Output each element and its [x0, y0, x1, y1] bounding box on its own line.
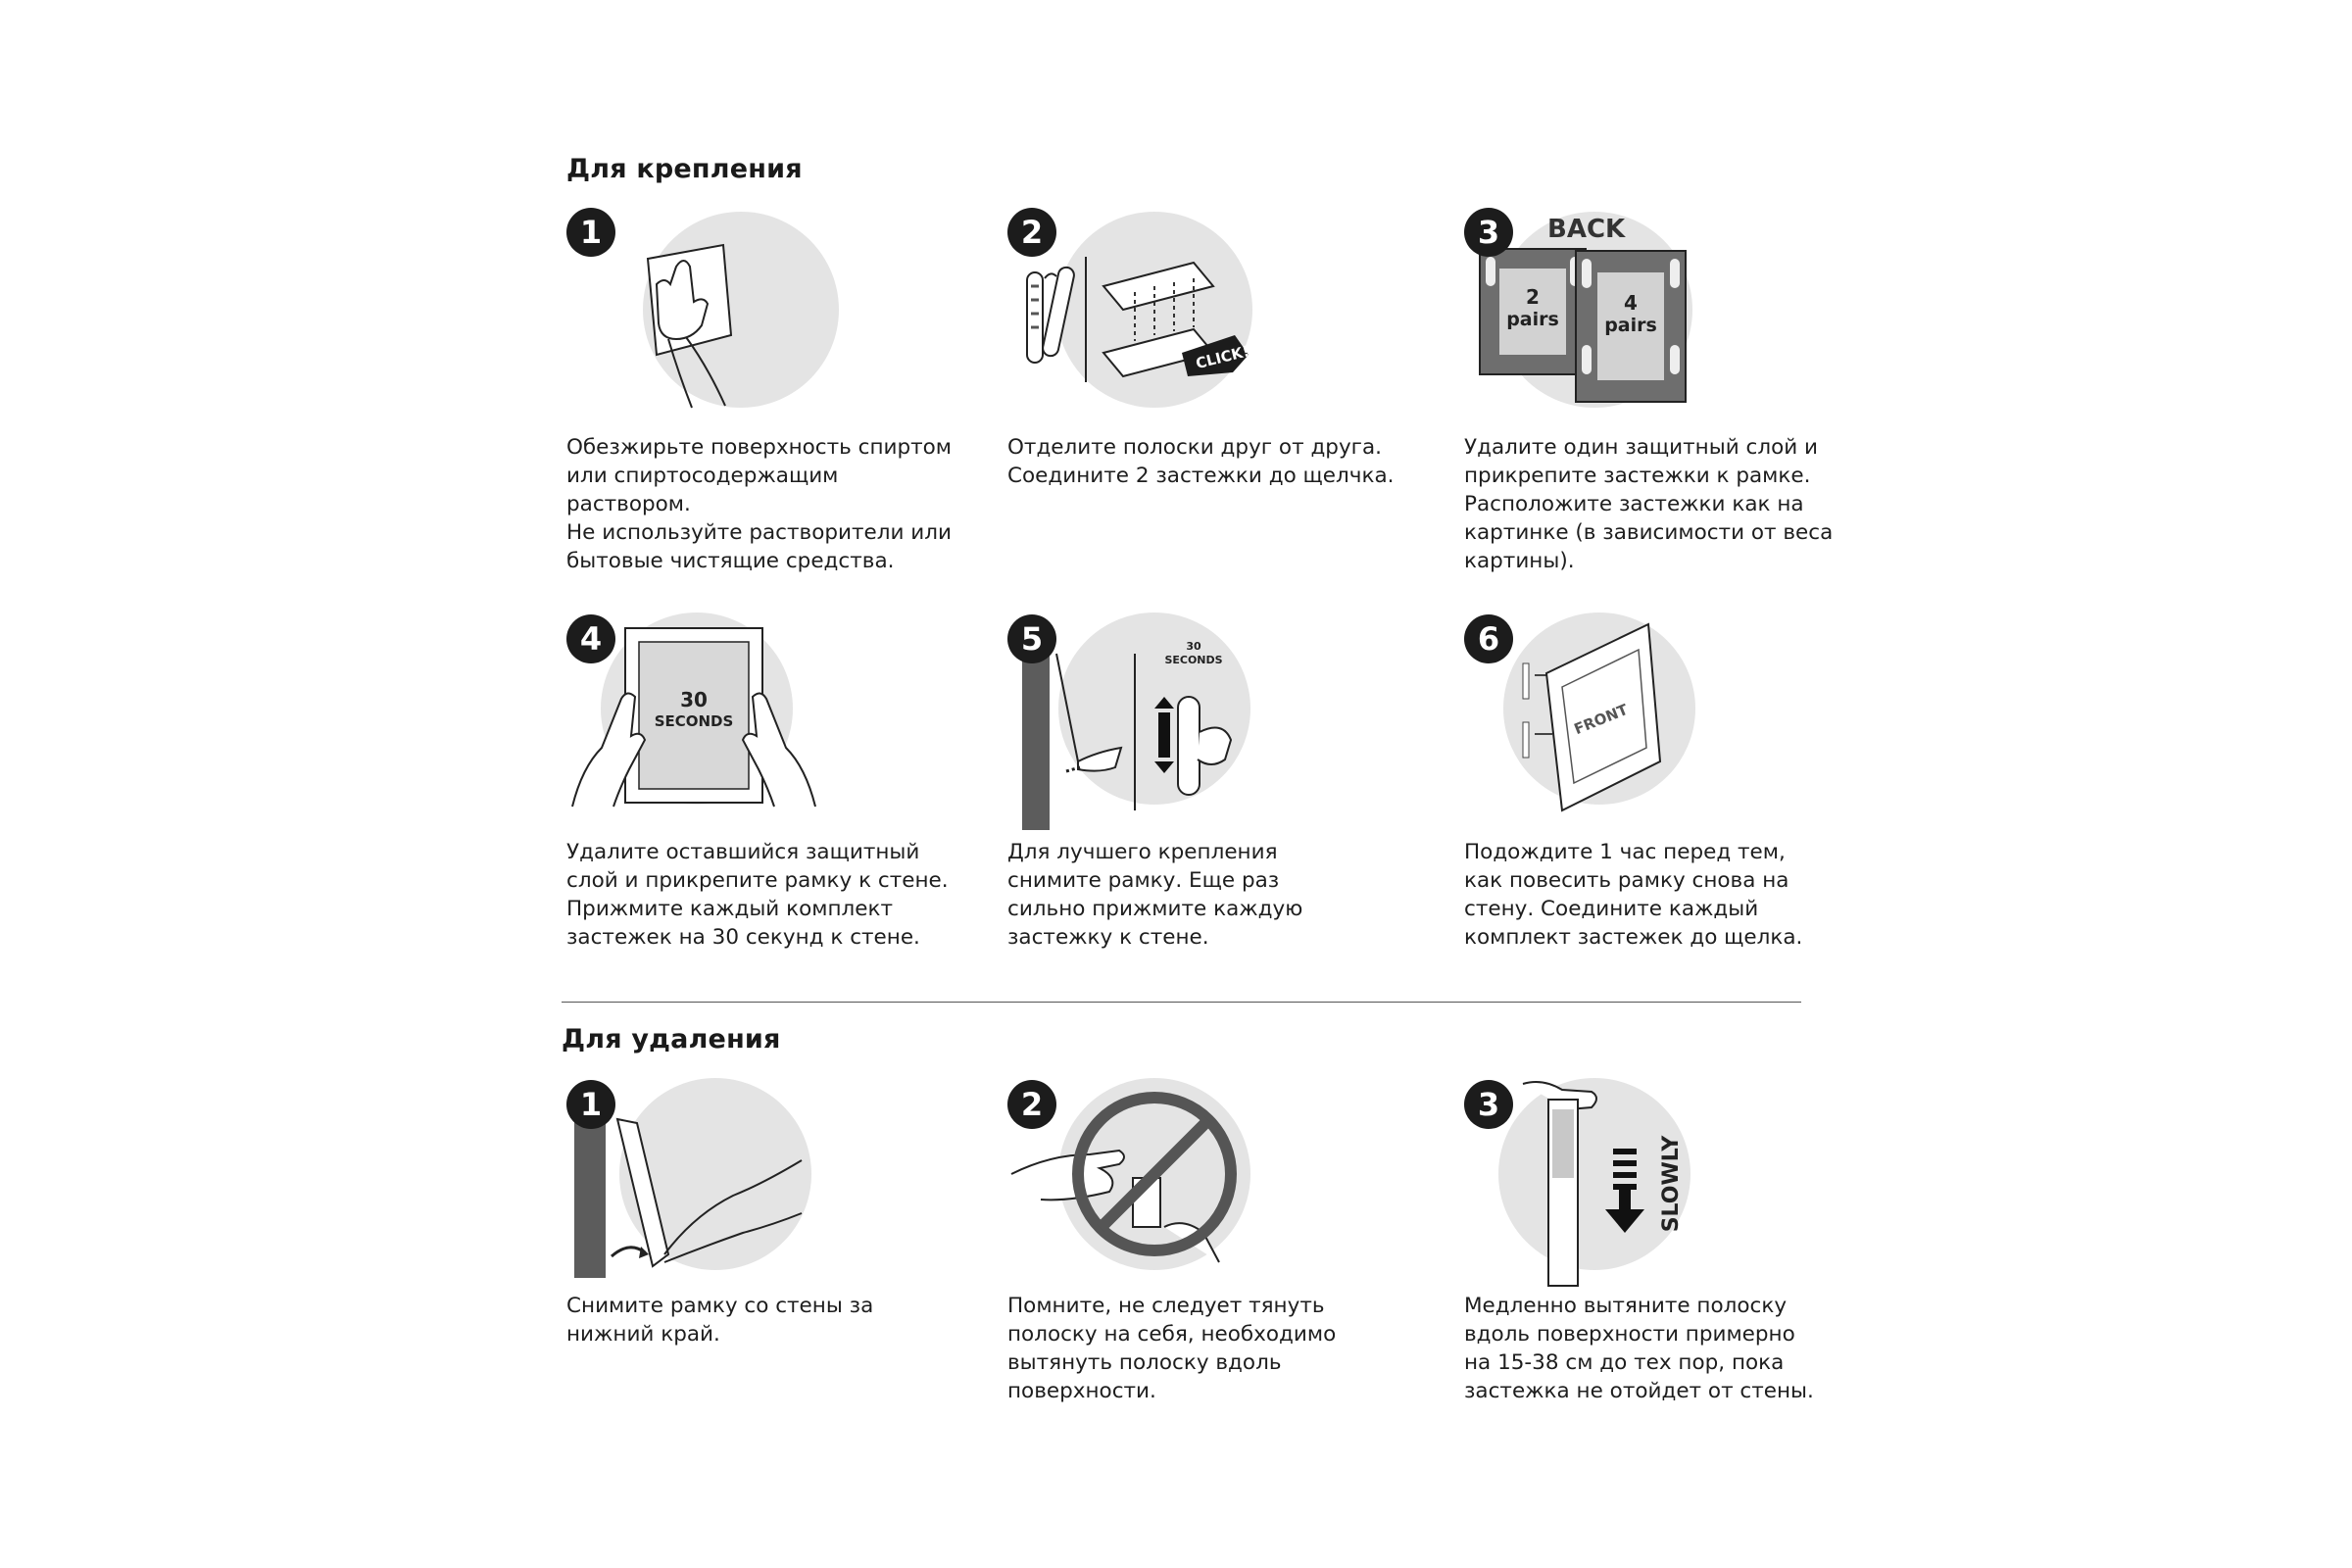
- step-description: Обезжирьте поверхность спиртом или спиртосодержащим раствором. Не используйте растворители или бытовые чистящие средства.: [566, 435, 953, 573]
- slowly-label: SLOWLY: [1659, 1135, 1684, 1233]
- section-divider: [562, 1002, 1801, 1003]
- step-number-badge: 6: [1464, 614, 1513, 663]
- front-label: FRONT: [1571, 700, 1631, 739]
- step-description: Помните, не следует тянуть полоску на себя, необходимо вытянуть полоску вдоль поверхности.: [1007, 1294, 1337, 1403]
- step-number-badge: 1: [566, 1080, 615, 1129]
- attach-section-title: Для крепления: [566, 154, 803, 184]
- step-number-badge: 3: [1464, 1080, 1513, 1129]
- seconds-label: SECONDS: [1164, 654, 1223, 666]
- click-label: CLICK!: [1194, 342, 1251, 373]
- step-description: Подождите 1 час перед тем, как повесить рамку снова на стену. Соедините каждый комплект застежек до щелка.: [1464, 840, 1803, 950]
- step-number-badge: 1: [566, 208, 615, 257]
- thirty-label: 30: [680, 688, 708, 711]
- svg-text:4: 4: [1624, 291, 1638, 315]
- step-number-badge: 4: [566, 614, 615, 663]
- step-number-badge: 2: [1007, 208, 1056, 257]
- step-description: Удалите один защитный слой и прикрепите застежки к рамке. Расположите застежки как на картинке (в зависимости от веса картины).: [1464, 435, 1834, 573]
- back-label: BACK: [1547, 215, 1626, 244]
- svg-text:pairs: pairs: [1604, 315, 1657, 336]
- svg-text:2: 2: [1526, 285, 1540, 309]
- step-description: Отделите полоски друг от друга. Соедините 2 застежки до щелчка.: [1007, 435, 1395, 488]
- remove-section-title: Для удаления: [562, 1024, 781, 1054]
- step-description: Медленно вытяните полоску вдоль поверхности примерно на 15-38 см до тех пор, пока застежка не отойдет от стены.: [1464, 1294, 1814, 1403]
- seconds-label: SECONDS: [654, 712, 734, 730]
- step-description: Для лучшего крепления снимите рамку. Еще раз сильно прижмите каждую застежку к стене.: [1007, 840, 1303, 950]
- step-number-badge: 3: [1464, 208, 1513, 257]
- step-number-badge: 5: [1007, 614, 1056, 663]
- thirty-label: 30: [1186, 640, 1201, 653]
- svg-text:pairs: pairs: [1506, 309, 1559, 330]
- step-number-badge: 2: [1007, 1080, 1056, 1129]
- step-description: Удалите оставшийся защитный слой и прикрепите рамку к стене. Прижмите каждый комплект застежек на 30 секунд к стене.: [566, 840, 949, 950]
- step-description: Снимите рамку со стены за нижний край.: [566, 1294, 874, 1347]
